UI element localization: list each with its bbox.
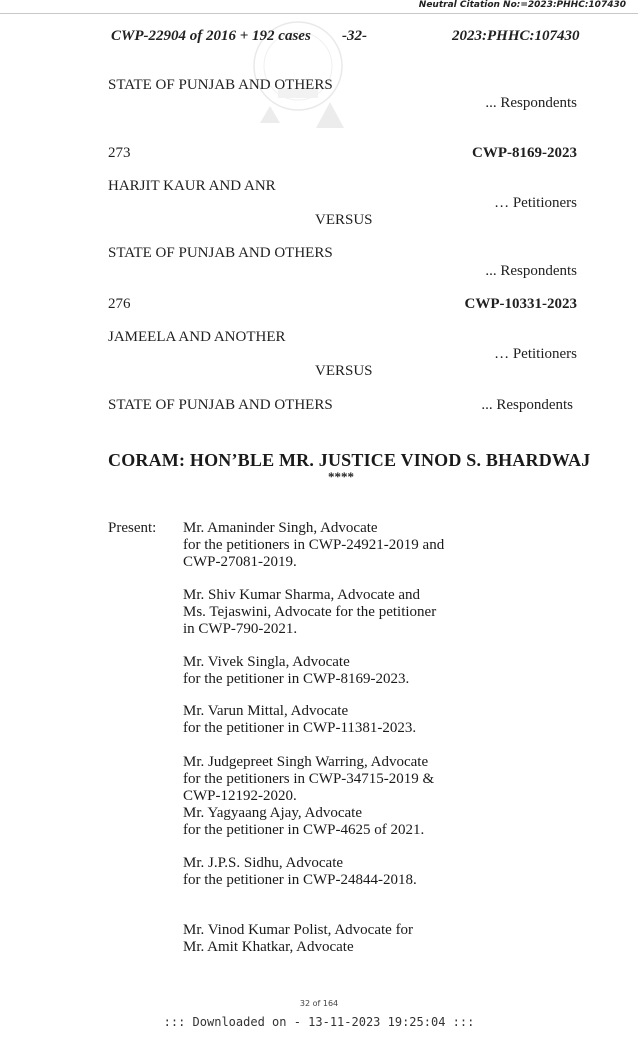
counsel-line: for the petitioner in CWP-11381-2023.	[183, 720, 417, 736]
counsel-line: Mr. J.P.S. Sidhu, Advocate	[183, 855, 344, 871]
counsel-line: for the petitioner in CWP-4625 of 2021.	[183, 822, 425, 838]
counsel-line: Mr. Amaninder Singh, Advocate	[183, 520, 378, 536]
counsel-line: for the petitioners in CWP-34715-2019 &	[183, 771, 435, 787]
counsel-line: CWP-27081-2019.	[183, 554, 297, 570]
counsel-line: for the petitioners in CWP-24921-2019 and	[183, 537, 445, 553]
versus-label: VERSUS	[315, 212, 373, 228]
counsel-entry	[183, 654, 409, 688]
citation-bar	[0, 0, 638, 14]
respondent-role: ... Respondents	[481, 397, 573, 413]
counsel-entry	[183, 922, 413, 956]
counsel-line: Mr. Judgepreet Singh Warring, Advocate	[183, 754, 429, 770]
respondent-name: STATE OF PUNJAB AND OTHERS	[108, 245, 333, 261]
counsel-line: Mr. Varun Mittal, Advocate	[183, 703, 349, 719]
counsel-entry	[183, 754, 434, 839]
counsel-line: CWP-12192-2020.	[183, 788, 297, 804]
case-number: CWP-10331-2023	[464, 296, 577, 312]
petitioner-name: HARJIT KAUR AND ANR	[108, 178, 276, 194]
coram-heading: CORAM: HON’BLE MR. JUSTICE VINOD S. BHARDWAJ	[108, 450, 591, 470]
case-number: CWP-8169-2023	[472, 145, 577, 161]
counsel-entry	[183, 520, 444, 571]
counsel-line: for the petitioner in CWP-8169-2023.	[183, 671, 410, 687]
case-serial: 273	[108, 145, 131, 161]
counsel-line: for the petitioner in CWP-24844-2018.	[183, 872, 417, 888]
respondent-name: STATE OF PUNJAB AND OTHERS	[108, 77, 333, 93]
petitioner-name: JAMEELA AND ANOTHER	[108, 329, 286, 345]
counsel-line: Mr. Shiv Kumar Sharma, Advocate and	[183, 587, 421, 603]
counsel-line: Mr. Vivek Singla, Advocate	[183, 654, 350, 670]
download-stamp: ::: Downloaded on - 13-11-2023 19:25:04 :::	[163, 1015, 475, 1029]
counsel-line: Mr. Yagyaang Ajay, Advocate	[183, 805, 363, 821]
counsel-entry	[183, 703, 416, 737]
counsel-line: in CWP-790-2021.	[183, 621, 298, 637]
case-serial: 276	[108, 296, 131, 312]
counsel-entry	[183, 855, 417, 889]
header-citation: 2023:PHHC:107430	[452, 28, 580, 44]
case-reference: CWP-22904 of 2016 + 192 cases	[111, 28, 311, 44]
respondent-name: STATE OF PUNJAB AND OTHERS	[108, 397, 333, 413]
versus-label: VERSUS	[315, 363, 373, 379]
counsel-entry	[183, 587, 436, 638]
neutral-citation: Neutral Citation No:=2023:PHHC:107430	[418, 0, 626, 10]
separator-stars: ****	[328, 469, 354, 484]
respondent-role: ... Respondents	[485, 95, 577, 111]
counsel-line: Mr. Vinod Kumar Polist, Advocate for	[183, 922, 414, 938]
respondent-role: ... Respondents	[485, 263, 577, 279]
present-label: Present:	[108, 520, 157, 536]
page-marker: -32-	[342, 28, 367, 44]
petitioner-role: … Petitioners	[494, 195, 577, 211]
counsel-line: Mr. Amit Khatkar, Advocate	[183, 939, 354, 955]
counsel-line: Ms. Tejaswini, Advocate for the petitioner	[183, 604, 437, 620]
petitioner-role: … Petitioners	[494, 346, 577, 362]
page-number: 32 of 164	[299, 999, 339, 1008]
